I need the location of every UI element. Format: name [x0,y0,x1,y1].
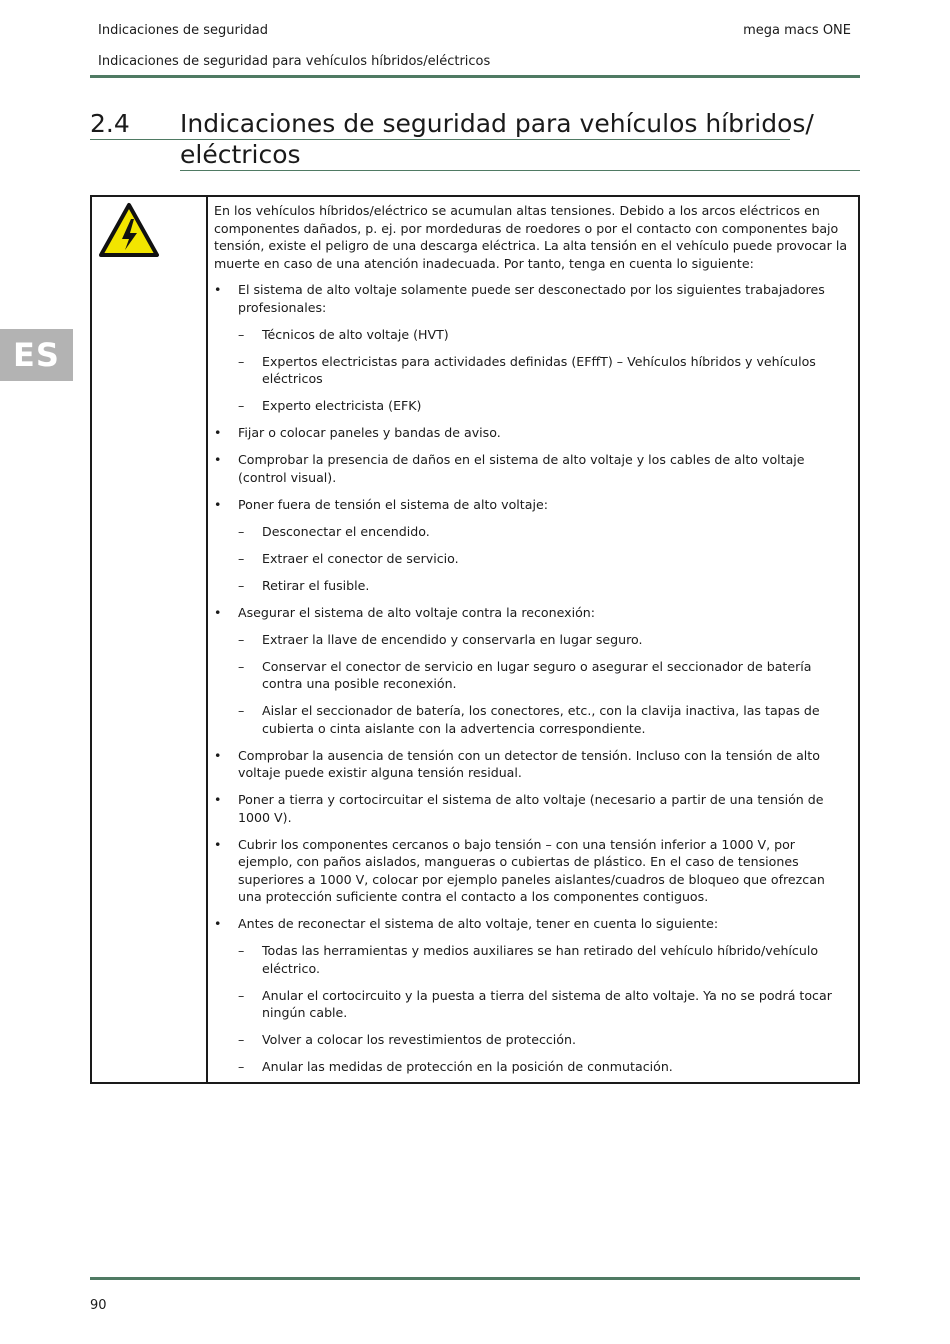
sub-item [214,1058,850,1076]
item-text: Antes de reconectar el sistema de alto voltaje, tener en cuenta lo siguiente: [238,916,719,931]
bullet-marker: • [214,836,222,852]
dash-marker: – [238,577,245,593]
dash-marker: – [238,987,245,1003]
header-product: mega macs ONE [743,23,851,38]
section-title-line2: eléctricos [180,140,301,169]
item-text: El sistema de alto voltaje solamente puede ser desconectado por los siguientes trabajadores profesionales: [238,282,825,315]
bullet-marker: • [214,747,222,763]
sub-item [214,702,850,737]
sub-item [214,550,850,568]
footer-rule [90,1277,860,1280]
header-rule [90,75,860,78]
dash-marker: – [238,353,245,369]
bullet-item [214,496,850,514]
item-text: Experto electricista (EFK) [262,398,422,413]
sub-item [214,942,850,977]
dash-marker: – [238,631,245,647]
item-text: Retirar el fusible. [262,577,370,593]
sub-item [214,1031,850,1049]
sub-item [214,326,850,344]
bullet-item [214,747,850,782]
bullet-item [214,791,850,826]
item-text: Extraer la llave de encendido y conservarla en lugar seguro. [262,631,643,647]
page-number: 90 [90,1298,107,1313]
bullet-marker: • [214,916,222,931]
header-subtitle: Indicaciones de seguridad para vehículos híbridos/eléctricos [98,54,491,69]
dash-marker: – [238,326,245,342]
bullet-item [214,915,850,933]
bullet-marker: • [214,604,222,620]
high-voltage-warning-icon [98,202,160,258]
warning-intro: En los vehículos híbridos/eléctrico se acumulan altas tensiones. Debido a los arcos eléctricos en componentes dañados, p. ej. por mordeduras de roedores o por el contacto con componentes bajo tensión, existe el peligro de una descarga eléctrica. La alta tensión en el vehículo puede provocar la muerte en caso de una atención inadecuada. Por tanto, tenga en cuenta lo siguiente: [214,203,848,271]
item-text: Comprobar la ausencia de tensión con un detector de tensión. Incluso con la tensión de alto voltaje puede existir alguna tensión residual. [238,747,820,780]
item-text: Poner a tierra y cortocircuitar el sistema de alto voltaje (necesario a partir de una tensión de 1000 V). [238,792,824,825]
dash-marker: – [238,703,245,718]
section-title-line1: Indicaciones de seguridad para vehículos híbridos/ [180,109,814,138]
bullet-marker: • [214,496,222,512]
sub-item [214,987,850,1022]
item-text: Aislar el seccionador de batería, los conectores, etc., con la clavija inactiva, las tapas de cubierta o cinta aislante con la advertencia correspondiente. [262,703,820,736]
warning-divider [206,197,208,1082]
bullet-item [214,604,850,622]
bullet-item [214,424,850,442]
item-text: Anular las medidas de protección en la posición de conmutación. [262,1059,673,1074]
bullet-marker: • [214,452,222,467]
item-text: Conservar el conector de servicio en lugar seguro o asegurar el seccionador de batería contra una posible reconexión. [262,658,812,691]
bullet-item [214,281,850,316]
item-text: Asegurar el sistema de alto voltaje contra la reconexión: [238,604,596,620]
dash-marker: – [238,550,245,566]
dash-marker: – [238,943,245,958]
dash-marker: – [238,1032,245,1047]
bullet-item [214,836,850,906]
item-text: Técnicos de alto voltaje (HVT) [262,326,449,342]
item-text: Todas las herramientas y medios auxiliares se han retirado del vehículo híbrido/vehículo eléctrico. [262,943,819,976]
item-text: Fijar o colocar paneles y bandas de aviso. [238,425,501,440]
item-text: Cubrir los componentes cercanos o bajo tensión – con una tensión inferior a 1000 V, por ejemplo, con paños aislados, mangueras o cubiertas de plástico. En el caso de tensiones superiores a 1000 V, colocar por ejemplo paneles aislantes/cuadros de bloqueo que ofrezcan una protección suficiente contra el contacto a los componentes contiguos. [238,836,825,904]
item-text: Comprobar la presencia de daños en el sistema de alto voltaje y los cables de alto voltaje (control visual). [238,452,805,485]
dash-marker: – [238,398,245,413]
sub-item [214,631,850,649]
item-text: Anular el cortocircuito y la puesta a tierra del sistema de alto voltaje. Ya no se podrá tocar ningún cable. [262,987,832,1020]
bullet-marker: • [214,425,222,440]
item-text: Expertos electricistas para actividades definidas (EFffT) – Vehículos híbridos y vehículos eléctricos [262,353,816,386]
dash-marker: – [238,523,245,539]
sub-item [214,523,850,541]
item-text: Poner fuera de tensión el sistema de alto voltaje: [238,496,548,512]
bullet-item [214,451,850,486]
sub-item [214,353,850,388]
section-title-underline-2 [180,170,860,171]
bullet-marker: • [214,282,222,297]
sub-item [214,577,850,595]
dash-marker: – [238,658,245,674]
bullet-marker: • [214,792,222,807]
item-text: Extraer el conector de servicio. [262,550,459,566]
section-number: 2.4 [90,109,130,138]
header-chapter: Indicaciones de seguridad [98,23,268,38]
item-text: Volver a colocar los revestimientos de protección. [262,1032,576,1047]
warning-list [214,281,850,1076]
sub-item [214,658,850,693]
item-text: Desconectar el encendido. [262,523,430,539]
dash-marker: – [238,1059,245,1074]
language-tab: ES [0,329,73,381]
warning-box [90,195,860,1084]
sub-item [214,397,850,415]
warning-content [214,202,850,1085]
